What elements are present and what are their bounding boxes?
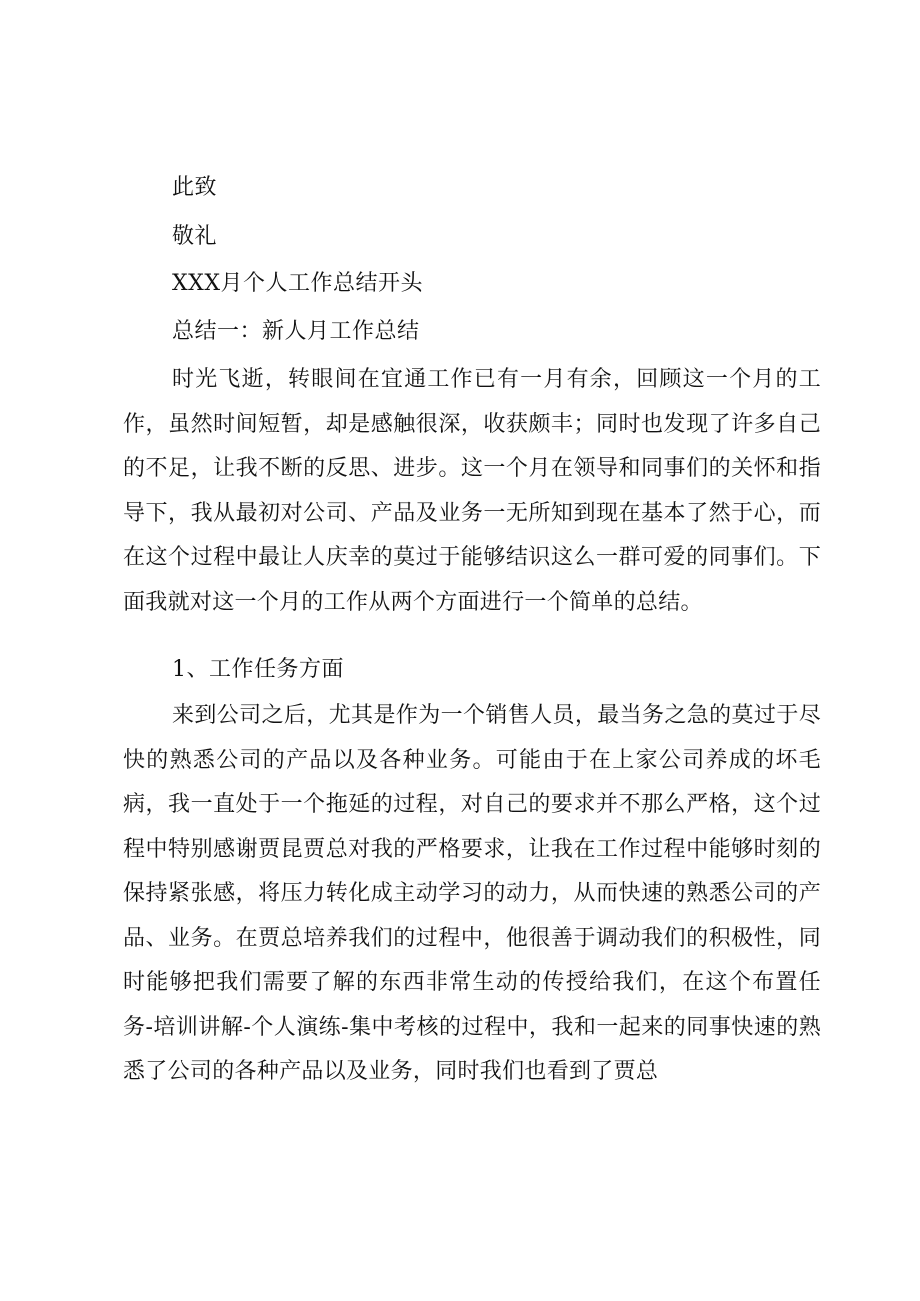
closing-line-2: 敬礼 xyxy=(172,224,218,249)
subheading-work-tasks: 1、工作任务方面 xyxy=(172,657,344,682)
work-tasks-paragraph: 来到公司之后，尤其是作为一个销售人员，最当务之急的莫过于尽快的熟悉公司的产品以及各种业务。可能由于在上家公司养成的坏毛病，我一直处于一个拖延的过程，对自己的要求并不那么严格，这个过程中特别感谢贾昆贾总对我的严格要求，让我在工作过程中能够时刻的保持紧张感，将压力转化成主动学习的动力，从而快速的熟悉公司的产品、业务。在贾总培养我们的过程中，他很善于调动我们的积极性，同时能够把我们需要了解的东西非常生动的传授给我们，在这个布置任务-培训讲解-个人演练-集中考核的过程中，我和一起来的同事快速的熟悉了公司的各种产品以及业务，同时我们也看到了贾总 xyxy=(123,703,821,1084)
section-title: 总结一：新人月工作总结 xyxy=(172,319,420,344)
document-title: XXX月个人工作总结开头 xyxy=(172,271,423,296)
intro-paragraph: 时光飞逝，转眼间在宜通工作已有一月有余，回顾这一个月的工作，虽然时间短暂，却是感触很深，收获颇丰；同时也发现了许多自己的不足，让我不断的反思、进步。这一个月在领导和同事们的关怀和指导下，我从最初对公司、产品及业务一无所知到现在基本了然于心，而在这个过程中最让人庆幸的莫过于能够结识这么一群可爱的同事们。下面我就对这一个月的工作从两个方面进行一个简单的总结。 xyxy=(123,367,821,615)
closing-line-1: 此致 xyxy=(172,175,218,200)
